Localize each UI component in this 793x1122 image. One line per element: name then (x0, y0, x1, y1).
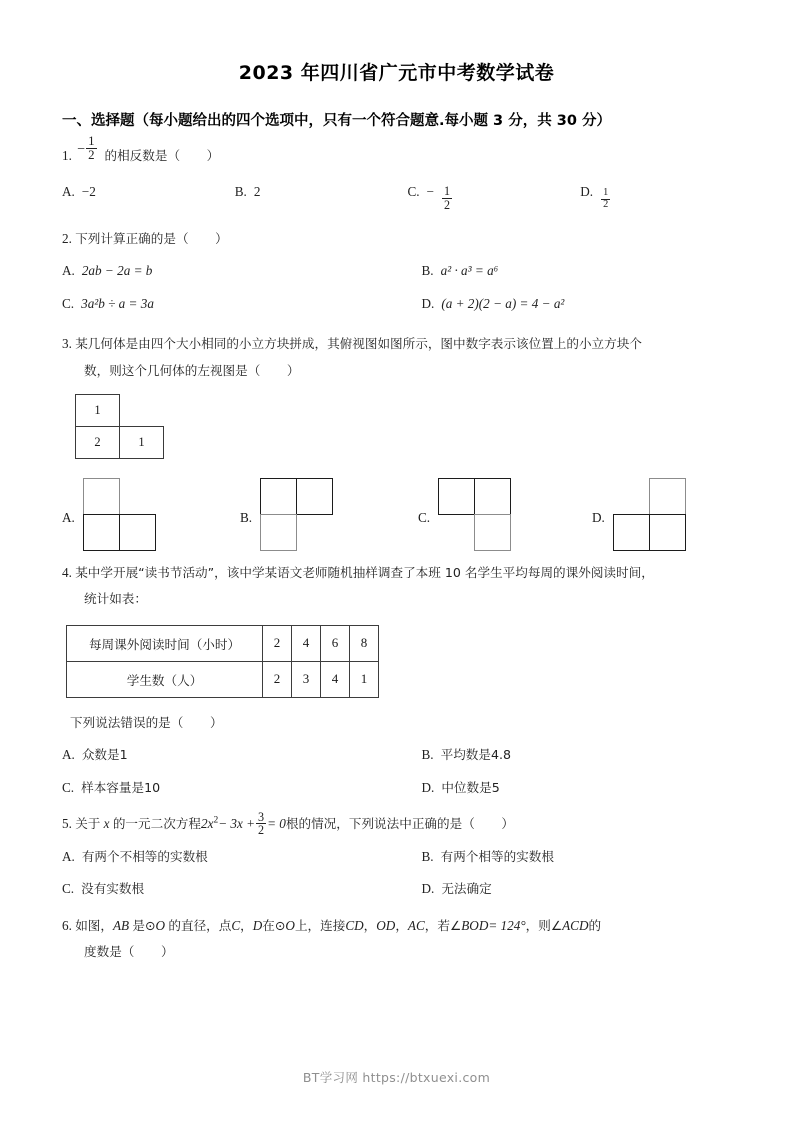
q4-option-d-label: D. (421, 779, 435, 795)
question-3-shape-options (0, 472, 793, 550)
question-1 (0, 134, 793, 169)
q3a-square-bottom-left (83, 514, 120, 551)
question-5 (0, 811, 793, 838)
q1-option-a-label: A. (62, 184, 75, 200)
question-2-options-row2 (0, 291, 793, 317)
question-6-angle-acd: ACD (562, 917, 589, 933)
q3-option-d-figure (613, 478, 685, 550)
q3-option-a-figure (83, 478, 155, 550)
q4-option-d-text: 中位数是5 (441, 779, 500, 795)
page-title: 2023 年四川省广元市中考数学试卷 (238, 62, 555, 84)
q3c-square-top-right (474, 478, 511, 515)
q4-row-header-students: 学生数（人） (67, 661, 263, 697)
q4-option-b-label: B. (421, 747, 434, 763)
question-5-stem-post: 根的情况，下列说法中正确的是（ (285, 815, 475, 831)
q2-option-b-text: a² · a³ = a⁶ (440, 263, 499, 279)
question-2 (0, 226, 793, 252)
q1-option-c-label: C. (407, 184, 420, 200)
question-6-stem-a: 如图， (75, 917, 113, 933)
question-6-point-d: D (252, 917, 263, 933)
q2-option-d-label: D. (421, 295, 435, 311)
question-5-number: 5. (62, 815, 72, 831)
question-4-sub-stem-close: ） (209, 714, 223, 730)
question-1-stem: 的相反数是（ (104, 147, 181, 163)
question-3-number: 3. (62, 336, 72, 352)
question-2-number: 2. (62, 230, 72, 246)
q1-option-b-label: B. (234, 184, 247, 200)
question-5-eq-b: − 3x + (218, 815, 256, 831)
q1-option-d[interactable] (580, 179, 753, 212)
question-4-stem-line2: 统计如表： (84, 591, 147, 607)
q3b-square-top-left (260, 478, 297, 515)
question-6-angle-bod-value: = 124° (488, 917, 526, 933)
q3-option-d[interactable] (592, 472, 685, 550)
q3b-square-bottom-left (260, 514, 297, 551)
q5-option-a[interactable] (62, 844, 408, 870)
q3-option-a-label: A. (62, 509, 75, 525)
question-4-options-row1 (0, 742, 793, 768)
question-6-segment-ac: AC (407, 917, 425, 933)
q1-option-b[interactable] (235, 179, 408, 212)
q2-option-c-text: 3a²b ÷ a = 3a (81, 295, 154, 311)
topview-cell-bottom-left: 2 (75, 426, 120, 459)
question-4-options-row2 (0, 775, 793, 801)
question-1-options (0, 179, 793, 212)
q2-option-c[interactable] (62, 291, 408, 317)
q1-option-d-fraction: $\frac{1}{2}$ (603, 187, 609, 210)
q3d-square-bottom-right (649, 514, 686, 551)
question-6 (0, 913, 793, 939)
question-5-variable: x (103, 815, 110, 831)
q1-option-c-sign: − (426, 184, 435, 200)
q1-option-a-text: −2 (81, 184, 96, 200)
q3-option-c[interactable] (418, 472, 510, 550)
q4-students-cell-1: 2 (263, 661, 292, 697)
question-5-stem-close: ） (501, 815, 514, 831)
q3-option-b[interactable] (240, 472, 332, 550)
table-row (67, 625, 379, 661)
question-5-fraction: $\frac{3}{2}$ (258, 810, 265, 838)
q3a-square-bottom-right (119, 514, 156, 551)
question-5-options-row1 (0, 844, 793, 870)
question-6-segment-od: OD (376, 917, 396, 933)
section-heading: 一、选择题（每小题给出的四个选项中，只有一个符合题意.每小题 3 分，共 30 分） (62, 113, 611, 129)
question-4 (0, 560, 793, 586)
q4-option-c-label: C. (62, 779, 75, 795)
q5-option-d-text: 无法确定 (441, 881, 492, 897)
question-3-stem-close: ） (286, 362, 300, 378)
q3b-square-top-right (296, 478, 333, 515)
q5-option-c-label: C. (62, 881, 75, 897)
question-6-comma-3: ， (395, 917, 408, 933)
q1-option-b-text: 2 (253, 184, 261, 200)
q2-option-a[interactable] (62, 258, 408, 284)
question-6-stem-e: 上，连接 (294, 917, 346, 933)
question-3-stem-line2-row (0, 358, 793, 384)
question-6-number: 6. (62, 917, 72, 933)
question-6-stem-c: 的直径，点 (168, 917, 232, 933)
q4-hours-cell-4: 8 (350, 625, 379, 661)
q4-students-cell-4: 1 (350, 661, 379, 697)
question-3 (0, 331, 793, 357)
q3c-square-bottom-right (474, 514, 511, 551)
question-2-stem-close: ） (215, 230, 228, 246)
q5-option-d[interactable] (408, 876, 754, 902)
question-5-stem-pre: 关于 (75, 815, 101, 831)
q5-option-c[interactable] (62, 876, 408, 902)
question-6-comma-1: ， (240, 917, 253, 933)
q5-option-a-label: A. (62, 848, 75, 864)
topview-cell-bottom-right: 1 (119, 426, 164, 459)
question-6-segment-ab: AB (112, 917, 130, 933)
q1-frac-denominator: 2 (88, 148, 95, 163)
question-3-top-view-diagram (75, 394, 211, 460)
question-4-data-table (66, 625, 379, 698)
q4-students-cell-3: 4 (321, 661, 350, 697)
q4-option-a[interactable] (62, 742, 408, 768)
question-2-options-row1 (0, 258, 793, 284)
question-1-stem-close: ） (206, 147, 220, 163)
question-3-stem-line1: 某几何体是由四个大小相同的小立方块拼成，其俯视图如图所示，图中数字表示该位置上的小立方块个 (75, 336, 642, 352)
question-6-comma-2: ， (363, 917, 377, 933)
q4-students-cell-2: 3 (292, 661, 321, 697)
q3-option-a[interactable] (62, 472, 155, 550)
q3-option-c-figure (438, 478, 510, 550)
q4-option-a-text: 众数是1 (81, 747, 128, 763)
question-5-eq-c: = 0 (267, 815, 286, 831)
question-6-stem-close: ） (160, 944, 174, 960)
question-4-stem-line1: 某中学开展“读书节活动”，该中学某语文老师随机抽样调查了本班 10 名学生平均每周的课外阅读时间， (75, 564, 654, 580)
question-6-stem-h: 的 (588, 917, 602, 933)
q3a-square-top-left (83, 478, 120, 515)
question-1-number: 1. (62, 147, 72, 163)
q3-option-c-label: C. (418, 509, 431, 525)
q3d-square-top-right (649, 478, 686, 515)
question-6-stem-f: ，若∠ (424, 917, 462, 933)
footer-watermark: BT学习网 https://btxuexi.com (302, 1070, 491, 1085)
question-6-angle-bod: BOD (461, 917, 489, 933)
question-4-sub-stem: 下列说法错误的是（ (70, 714, 184, 730)
q4-option-a-label: A. (62, 747, 75, 763)
q3-option-b-figure (260, 478, 332, 550)
question-2-stem: 下列计算正确的是（ (75, 230, 189, 246)
question-4-number: 4. (62, 564, 72, 580)
question-6-stem-line2-row (0, 939, 793, 965)
q2-option-b-label: B. (421, 263, 434, 279)
q4-option-b[interactable] (408, 742, 754, 768)
question-6-point-c: C (231, 917, 241, 933)
q2-option-d-text: (a + 2)(2 − a) = 4 − a² (441, 295, 565, 311)
question-6-segment-cd: CD (345, 917, 364, 933)
q3c-square-top-left (438, 478, 475, 515)
question-6-circle-o1: O (155, 917, 166, 933)
q4-option-b-text: 平均数是4.8 (440, 747, 511, 763)
q5-option-b-text: 有两个相等的实数根 (440, 848, 554, 864)
q1-option-a[interactable] (62, 179, 235, 212)
question-4-sub-stem-row (0, 710, 793, 736)
q2-option-d[interactable] (408, 291, 754, 317)
question-4-stem-line2-row (0, 586, 793, 612)
q4-row-header-hours: 每周课外阅读时间（小时） (67, 625, 263, 661)
q1-option-d-label: D. (580, 184, 594, 200)
q1-option-c[interactable] (408, 179, 581, 212)
q1-option-c-fraction: $\frac{1}{2}$ (444, 184, 451, 212)
q5-option-d-label: D. (421, 881, 435, 897)
question-5-stem-mid: 的一元二次方程 (112, 815, 201, 831)
q4-option-d[interactable] (408, 775, 754, 801)
q2-option-b[interactable] (408, 258, 754, 284)
question-6-circle-o2: O (285, 917, 295, 933)
q5-option-b[interactable] (408, 844, 754, 870)
q2-option-c-label: C. (62, 295, 75, 311)
question-6-stem-g: ，则∠ (525, 917, 563, 933)
q4-hours-cell-3: 6 (321, 625, 350, 661)
question-5-eq-exponent: 2 (213, 815, 219, 826)
q5-option-b-label: B. (421, 848, 434, 864)
q2-option-a-label: A. (62, 263, 75, 279)
question-6-stem-line2: 度数是（ (84, 944, 135, 960)
question-6-stem-d: 在⊙ (262, 917, 286, 933)
question-5-eq-a: 2x (200, 815, 214, 831)
q5-option-c-text: 没有实数根 (81, 881, 145, 897)
q1-frac-numerator: 1 (88, 134, 95, 149)
q1-frac-sign: − (77, 141, 86, 157)
q4-option-c[interactable] (62, 775, 408, 801)
q4-hours-cell-1: 2 (263, 625, 292, 661)
question-6-stem-b: 是⊙ (132, 917, 156, 933)
question-5-options-row2 (0, 876, 793, 902)
q5-option-a-text: 有两个不相等的实数根 (81, 848, 208, 864)
question-3-stem-line2: 数，则这个几何体的左视图是（ (84, 362, 261, 378)
topview-cell-top-left: 1 (75, 394, 120, 427)
q4-hours-cell-2: 4 (292, 625, 321, 661)
q4-option-c-text: 样本容量是10 (81, 779, 161, 795)
q3-option-b-label: B. (240, 509, 253, 525)
q3-option-d-label: D. (592, 509, 605, 525)
table-row (67, 661, 379, 697)
q2-option-a-text: 2ab − 2a = b (81, 263, 153, 279)
q3d-square-bottom-left (613, 514, 650, 551)
